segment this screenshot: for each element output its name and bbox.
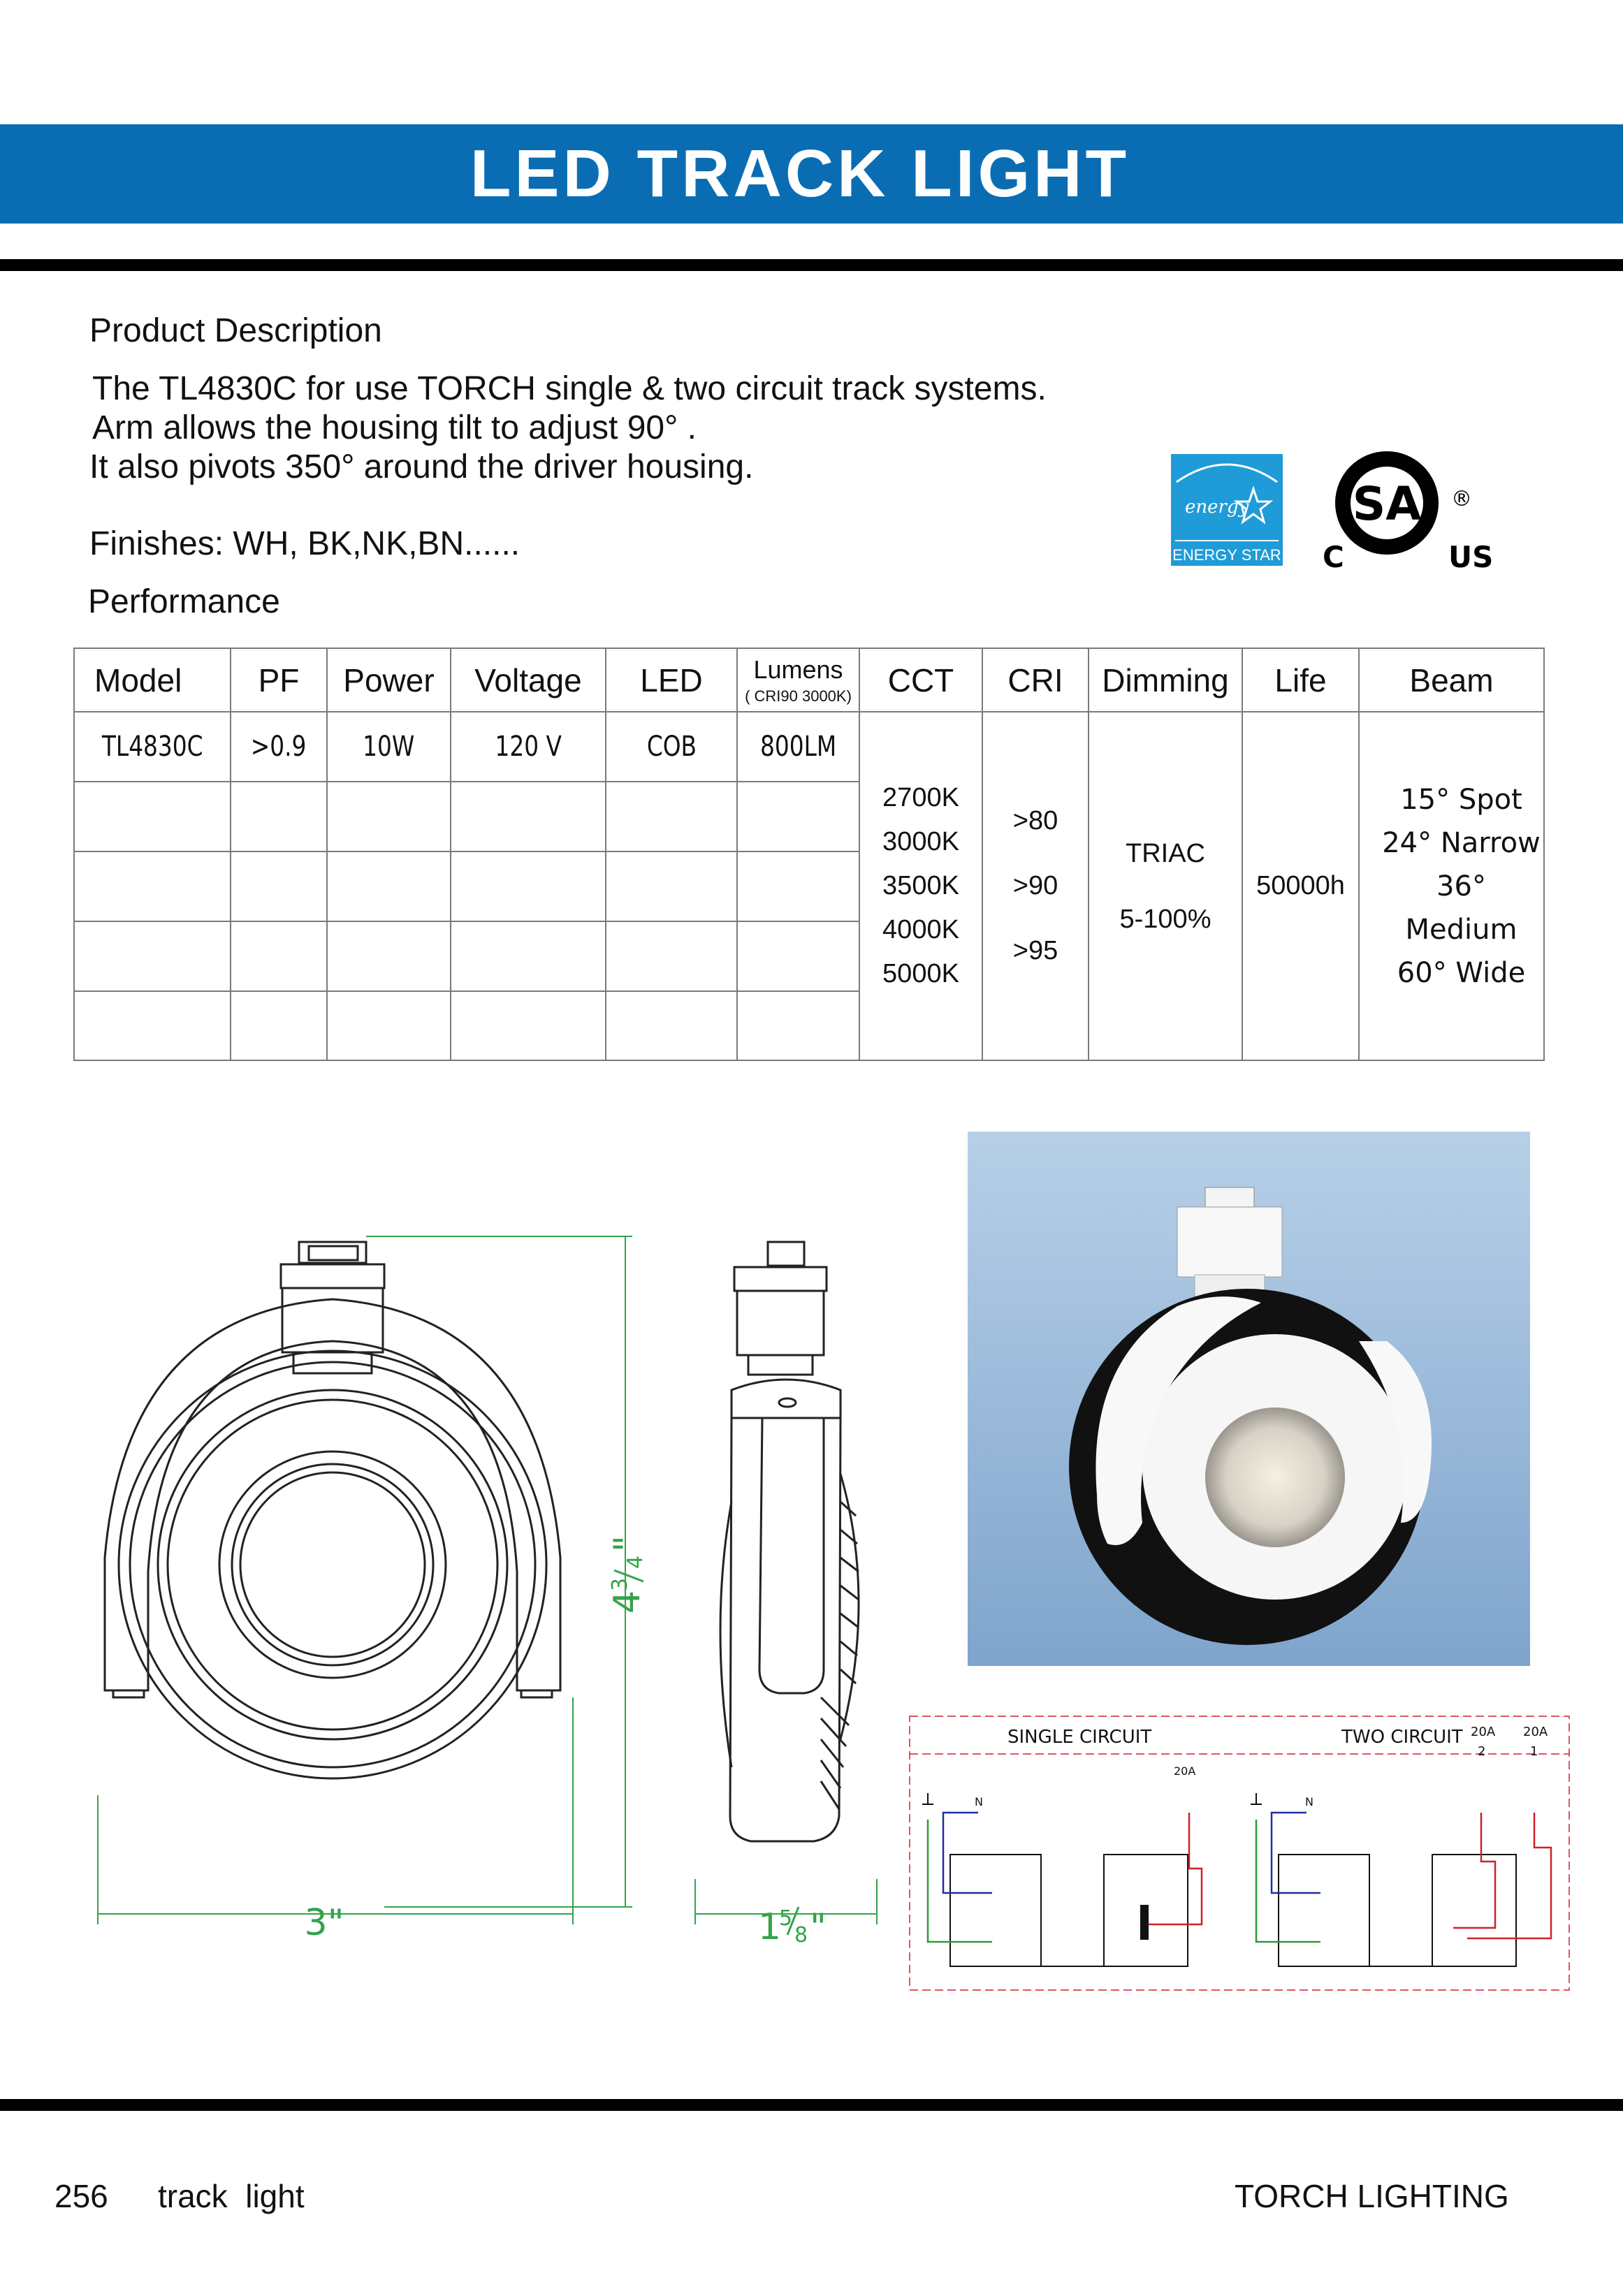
header-lumens-label: Lumens xyxy=(753,655,843,684)
cri-value: >90 xyxy=(1012,871,1058,900)
beam-value: 24° Narrow xyxy=(1382,826,1541,859)
amp-label: 20A xyxy=(1174,1764,1196,1778)
side-view-drawing xyxy=(681,1208,891,1956)
beam-value: 15° Spot xyxy=(1400,783,1522,816)
wiring-diagram xyxy=(908,1715,1572,1994)
cri-value: >95 xyxy=(1012,936,1058,965)
header-dimming: Dimming xyxy=(1089,648,1242,712)
header-led: LED xyxy=(606,648,737,712)
energy-star-logo xyxy=(1171,454,1283,566)
performance-table xyxy=(73,648,1545,1061)
depth-dimension xyxy=(758,1906,827,1948)
header-beam: Beam xyxy=(1359,648,1544,712)
header-life: Life xyxy=(1242,648,1359,712)
header-cri: CRI xyxy=(982,648,1089,712)
dimming-type: TRIAC xyxy=(1126,838,1205,868)
finishes-text: Finishes: WH, BK,NK,BN...... xyxy=(89,525,521,562)
cell-life xyxy=(1242,712,1359,1060)
single-circuit-title: SINGLE CIRCUIT xyxy=(1007,1727,1152,1748)
side-view-svg xyxy=(681,1208,891,1956)
cct-value: 3500K xyxy=(882,871,959,900)
description-line-3: It also pivots 350° around the driver housing. xyxy=(89,448,754,485)
beam-value: 60° Wide xyxy=(1397,956,1526,989)
cell-voltage: 120 V xyxy=(495,731,562,763)
csa-logo xyxy=(1317,447,1499,580)
page-number: 256 xyxy=(54,2178,108,2214)
cell-led: COB xyxy=(646,731,697,763)
height-inch: " xyxy=(606,1535,648,1552)
amp-label: 20A xyxy=(1523,1725,1548,1739)
product-photo xyxy=(968,1132,1530,1666)
footer-section: track light xyxy=(158,2178,305,2214)
energy-star-label: ENERGY STAR xyxy=(1172,546,1281,564)
description-line-1: The TL4830C for use TORCH single & two circuit track systems. xyxy=(92,370,1047,407)
top-rule xyxy=(0,259,1623,271)
header-cct: CCT xyxy=(859,648,982,712)
header-model: Model xyxy=(74,648,231,712)
circuit-1-label: 1 xyxy=(1530,1744,1538,1759)
cri-value: >80 xyxy=(1012,806,1058,835)
cell-cct xyxy=(859,712,982,1060)
performance-heading: Performance xyxy=(88,583,280,620)
depth-den: 8 xyxy=(794,1923,808,1947)
cct-value: 4000K xyxy=(882,915,959,944)
header-banner xyxy=(0,124,1623,224)
depth-whole: 1 xyxy=(758,1906,782,1948)
height-dimension xyxy=(606,1535,648,1614)
table-header-row xyxy=(74,648,1544,712)
neutral-label: N xyxy=(1305,1795,1313,1808)
energy-star-script: energy xyxy=(1185,497,1249,518)
header-power: Power xyxy=(327,648,451,712)
table-row xyxy=(74,712,1544,782)
life-value: 50000h xyxy=(1256,871,1345,900)
page-title: LED TRACK LIGHT xyxy=(470,136,1130,211)
height-whole: 4 xyxy=(606,1590,648,1614)
front-view-drawing xyxy=(84,1208,671,1956)
front-view-svg xyxy=(84,1208,671,1956)
circuit-2-label: 2 xyxy=(1478,1744,1486,1759)
cct-value: 2700K xyxy=(882,783,959,812)
cell-model: TL4830C xyxy=(101,731,203,763)
cct-value: 5000K xyxy=(882,959,959,988)
beam-value: 36° Medium xyxy=(1405,870,1518,946)
wiring-svg xyxy=(908,1715,1572,1994)
dimming-range: 5-100% xyxy=(1119,904,1211,934)
csa-registered: ® xyxy=(1451,487,1472,511)
cell-lumens: 800LM xyxy=(759,731,837,763)
csa-mark: SA xyxy=(1352,477,1422,531)
header-lumens xyxy=(737,648,859,712)
neutral-label: N xyxy=(975,1795,983,1808)
width-dimension: 3" xyxy=(304,1902,344,1944)
cell-beam xyxy=(1359,712,1544,1060)
header-pf: PF xyxy=(231,648,327,712)
header-lumens-sub: ( CRI90 3000K) xyxy=(745,687,852,705)
csa-us: US xyxy=(1448,540,1494,574)
cell-dimming xyxy=(1089,712,1242,1060)
depth-num: 5 xyxy=(779,1906,793,1931)
header-voltage: Voltage xyxy=(451,648,606,712)
height-den: 4 xyxy=(623,1555,648,1569)
csa-c: C xyxy=(1323,540,1344,574)
cell-cri xyxy=(982,712,1089,1060)
footer-brand: TORCH LIGHTING xyxy=(1235,2178,1509,2214)
bottom-rule xyxy=(0,2099,1623,2111)
cct-value: 3000K xyxy=(882,827,959,856)
depth-inch: " xyxy=(810,1906,827,1948)
cell-pf: >0.9 xyxy=(251,731,307,763)
description-heading: Product Description xyxy=(89,312,382,349)
amp-label: 20A xyxy=(1471,1725,1496,1739)
height-num: 3 xyxy=(608,1577,632,1591)
cell-power: 10W xyxy=(363,731,415,763)
two-circuit-title: TWO CIRCUIT xyxy=(1341,1727,1463,1748)
description-line-2: Arm allows the housing tilt to adjust 90° . xyxy=(92,409,697,446)
